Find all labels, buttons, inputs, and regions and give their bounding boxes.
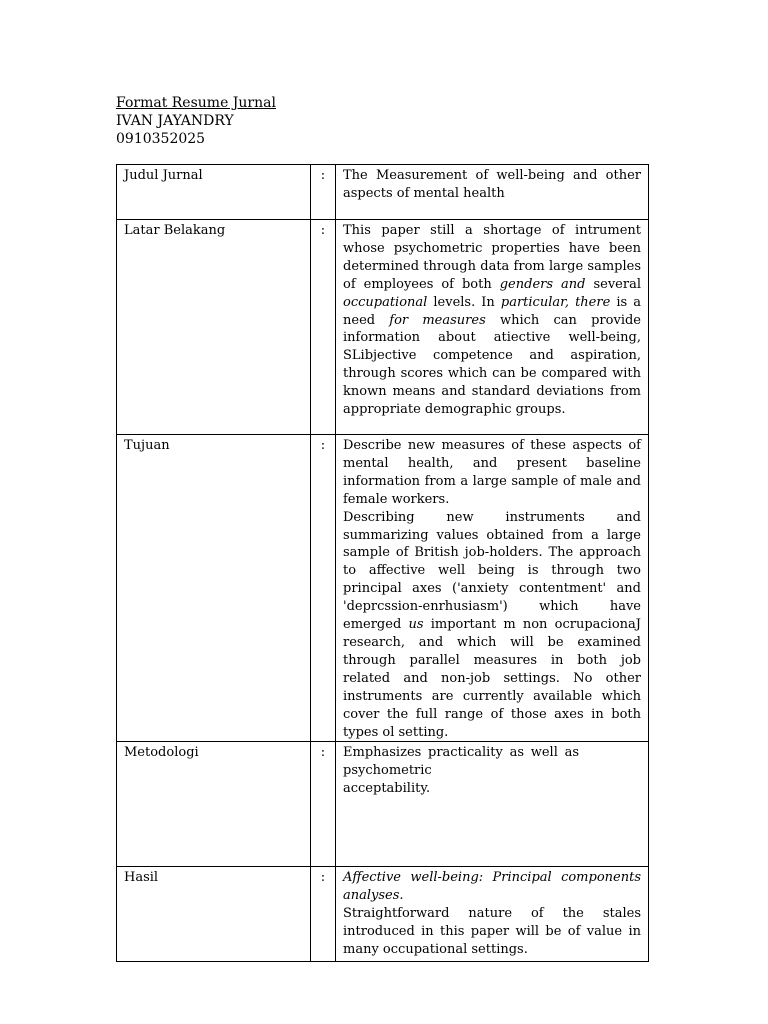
paragraph: Straightforward nature of the stales introduced in this paper will be of value in many occupational settings. — [343, 906, 641, 958]
table-row-hasil — [117, 867, 649, 962]
text-segment: several — [585, 276, 641, 292]
text-segment-italic: particular, there — [500, 294, 611, 310]
resume-table — [116, 164, 649, 962]
paragraph-italic: Affective well-being: Principal components analyses. — [343, 870, 641, 904]
row-content-hasil — [336, 867, 649, 962]
row-separator: : — [311, 742, 336, 867]
table-row-metodologi — [117, 742, 649, 867]
text-segment: Describing new instruments and summarizing values obtained from a large sample of British job-holders. The approach to affective well being is through two principal axes ('anxiety contentment' and 'deprcssion-enrhusiasm') which have emerged — [343, 509, 641, 633]
paragraph: acceptability. — [343, 781, 431, 797]
row-content-tujuan — [336, 435, 649, 742]
text-segment: important m non ocrupacionaJ research, and which will be examined through parallel measures in both job related and non-job settings. No other instruments are currently available which cover the full range of those axes in both types ol setting. — [343, 617, 641, 740]
document-header — [116, 94, 276, 148]
row-separator: : — [311, 165, 336, 220]
text-segment: levels. In — [427, 294, 501, 310]
row-label: Metodologi — [117, 742, 311, 867]
student-id: 0910352025 — [116, 131, 206, 147]
row-content-latar-belakang — [336, 220, 649, 435]
row-content-metodologi — [336, 742, 649, 867]
text-segment: This paper still a shortage of intrument whose psychometric properties have been determined through data from large samples of employees of both — [343, 223, 641, 292]
text-segment-italic: for measures — [389, 312, 486, 328]
text-segment-italic: genders and — [499, 276, 586, 292]
row-separator: : — [311, 220, 336, 435]
paragraph — [343, 509, 641, 742]
text-segment: is a need — [343, 294, 641, 328]
row-separator: : — [311, 867, 336, 962]
paragraph: Emphasizes practicality as well as psychometric — [343, 745, 579, 779]
row-label: Judul Jurnal — [117, 165, 311, 220]
table-row-judul — [117, 165, 649, 220]
row-label: Hasil — [117, 867, 311, 962]
text-segment: which can provide information about atiective well-being, SLibjective competence and aspiration, through scores which can be compared with known means and standard deviations from appropriate demographic groups. — [343, 312, 641, 418]
row-label: Tujuan — [117, 435, 311, 742]
table-row-tujuan — [117, 435, 649, 742]
row-content-judul: The Measurement of well-being and other aspects of mental health — [336, 165, 649, 220]
row-separator: : — [311, 435, 336, 742]
document-title: Format Resume Jurnal — [116, 95, 276, 111]
row-label: Latar Belakang — [117, 220, 311, 435]
text-segment-italic: occupational — [343, 294, 428, 310]
author-name: IVAN JAYANDRY — [116, 113, 234, 129]
text-segment-italic: us — [408, 617, 424, 633]
table-row-latar-belakang — [117, 220, 649, 435]
paragraph: Describe new measures of these aspects of mental health, and present baseline information from a large sample of male and female workers. — [343, 438, 641, 507]
